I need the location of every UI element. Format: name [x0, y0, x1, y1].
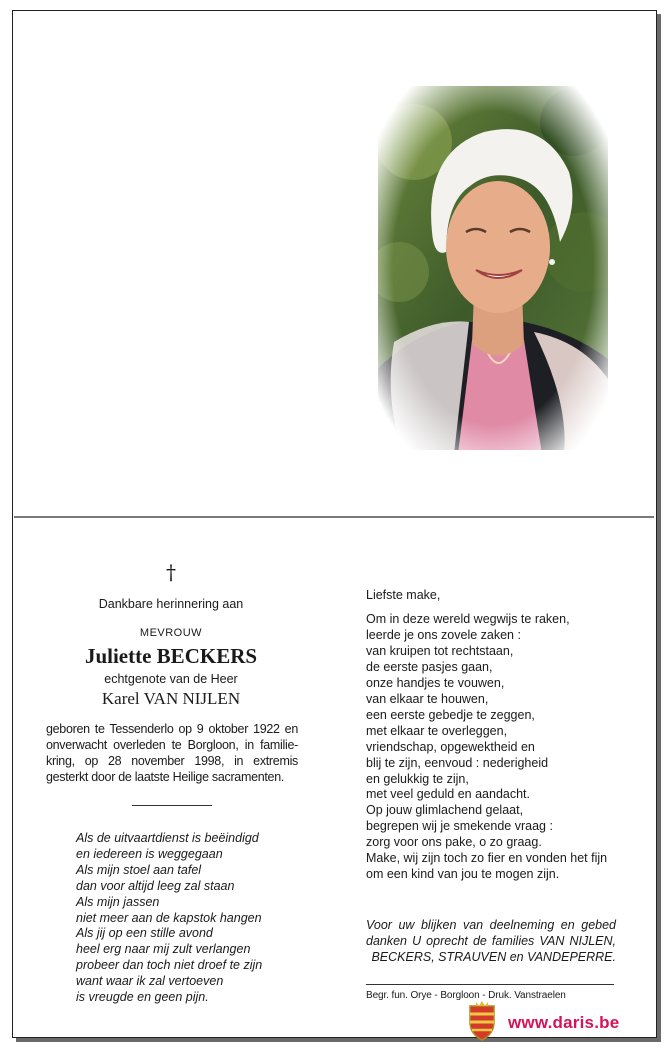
poem-line: leerde je ons zovele zaken : [366, 627, 521, 642]
poem-line: Make, wij zijn toch zo fier en vonden het fijn [366, 851, 608, 866]
fold-line [14, 516, 654, 518]
poem-line: Op jouw glimlachend gelaat, [366, 803, 524, 818]
greeting: Liefste make, [366, 588, 441, 602]
poem-line: is vreugde en geen pijn. [76, 990, 209, 1005]
poem-left [76, 831, 306, 1006]
printer-credit: Begr. fun. Orye - Borgloon - Druk. Vanstraelen [366, 990, 566, 1001]
thanks-text: Voor uw blijken van deelneming en gebed danken U oprecht de families VAN NIJLEN, BECKERS, STRAUVEN en VANDEPERRE. [366, 918, 616, 964]
poem-line: en gelukkig te zijn, [366, 771, 469, 786]
intro-text: Dankbare herinnering aan [98, 597, 244, 611]
portrait-photo [374, 82, 612, 454]
poem-line: vriendschap, opgewektheid en [366, 739, 535, 754]
poem-right [366, 612, 636, 883]
deceased-name: Juliette BECKERS [84, 644, 258, 668]
poem-line: Om in deze wereld wegwijs te raken, [366, 612, 570, 626]
poem-line: niet meer aan de kapstok hangen [76, 910, 262, 925]
biography: geboren te Tessenderlo op 9 oktober 1922 en onverwacht overleden te Borgloon, in familie-kring, op 28 november 1998, in extremis gesterkt door de laatste Heilige sacramenten. [46, 722, 298, 784]
divider [366, 984, 614, 985]
website-watermark[interactable]: www.daris.be [508, 1013, 620, 1032]
poem-line: een eerste gebedje te zeggen, [366, 707, 535, 722]
poem-line: begrepen wij je smekende vraag : [366, 819, 553, 834]
poem-line: om een kind van jou te mogen zijn. [366, 867, 560, 882]
poem-line: de eerste pasjes gaan, [366, 659, 493, 674]
poem-line: want waar ik zal vertoeven [76, 974, 224, 989]
poem-line: Als de uitvaartdienst is beëindigd [76, 831, 259, 845]
spouse-name: Karel VAN NIJLEN [101, 689, 241, 708]
poem-line: Als mijn stoel aan tafel [76, 862, 202, 877]
poem-line: Als mijn jassen [76, 894, 160, 909]
poem-line: zorg voor ons pake, o zo graag. [366, 835, 542, 850]
poem-line: en iedereen is weggegaan [76, 846, 223, 861]
coat-of-arms-icon [466, 1000, 498, 1042]
cross-icon: † [166, 560, 176, 584]
poem-line: onze handjes te vouwen, [366, 675, 505, 690]
poem-line: van elkaar te houwen, [366, 691, 489, 706]
spouse-intro: echtgenote van de Heer [104, 672, 238, 686]
divider [132, 805, 212, 806]
poem-line: van kruipen tot rechtstaan, [366, 643, 514, 658]
poem-line: dan voor altijd leeg zal staan [76, 878, 235, 893]
poem-line: met elkaar te overleggen, [366, 723, 508, 738]
poem-line: heel erg naar mij zult verlangen [76, 942, 251, 957]
poem-line: Als jij op een stille avond [76, 926, 213, 941]
poem-line: blij te zijn, eenvoud : nederigheid [366, 755, 549, 770]
poem-line: probeer dan toch niet droef te zijn [76, 958, 263, 973]
honorific: MEVROUW [139, 627, 203, 639]
poem-line: met veel geduld en aandacht. [366, 787, 531, 802]
